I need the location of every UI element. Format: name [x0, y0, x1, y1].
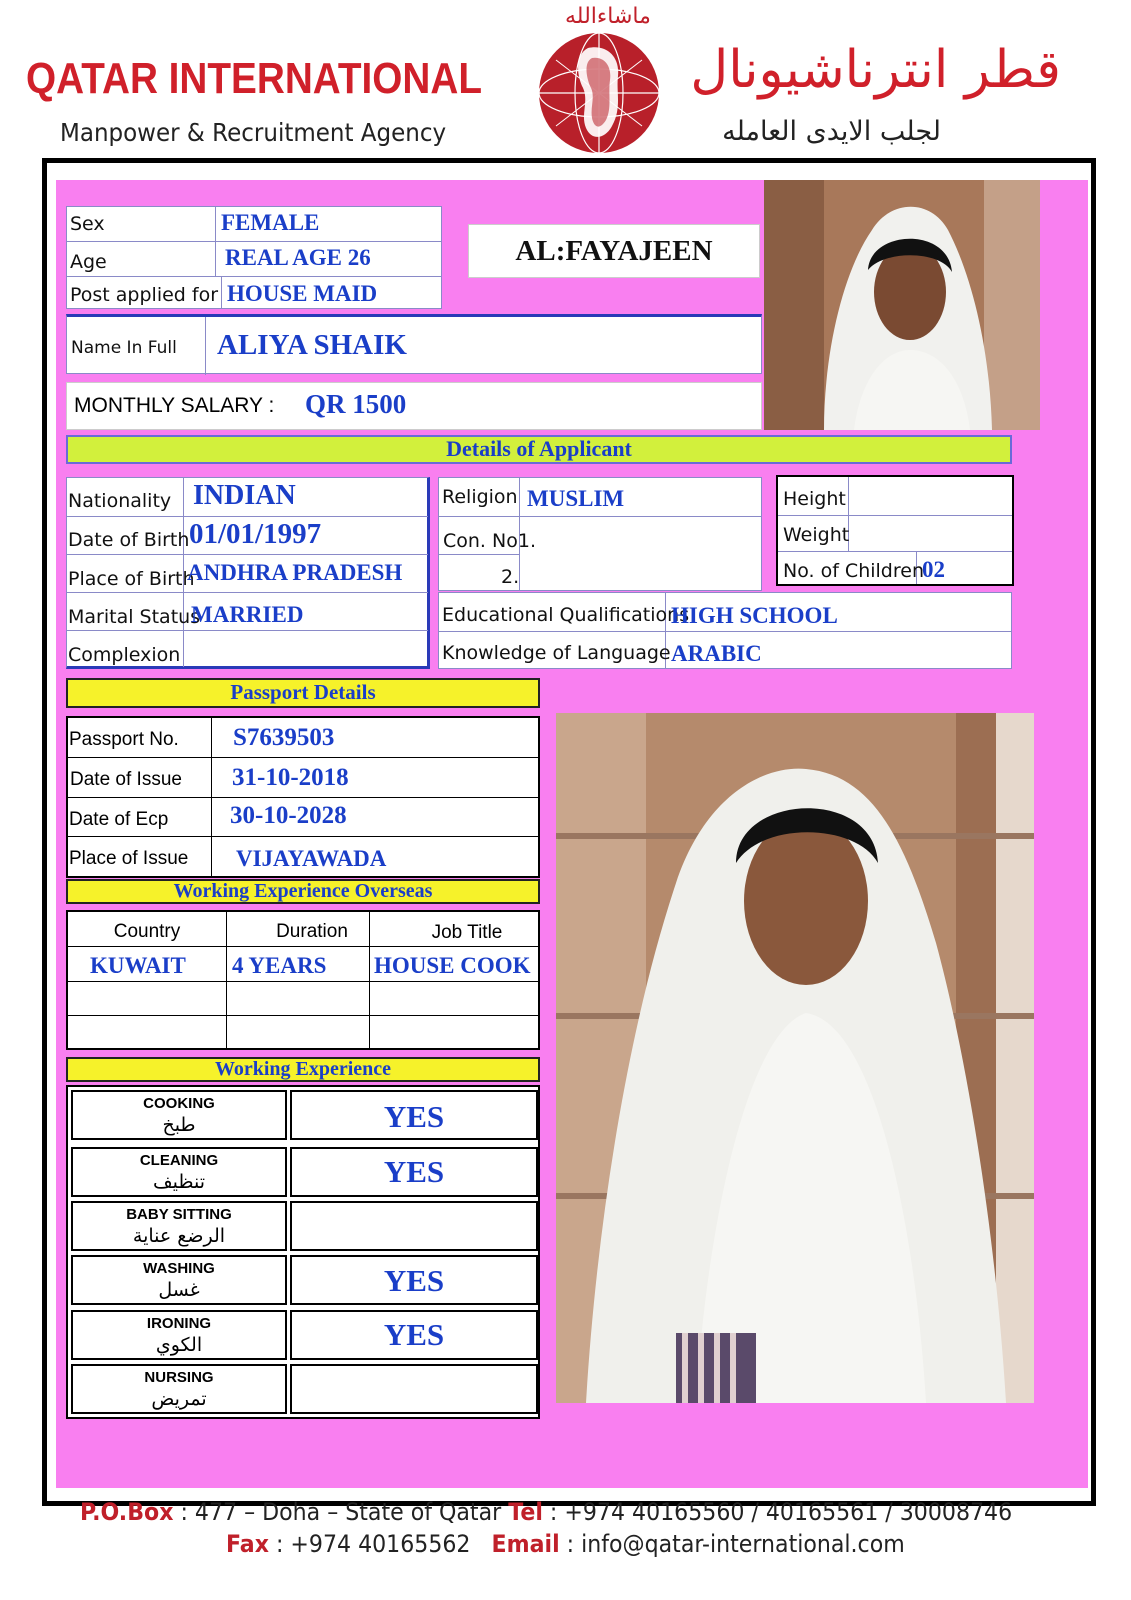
nationality-value: INDIAN — [193, 480, 296, 511]
con2-label: 2. — [501, 566, 520, 588]
skill-value-cell — [290, 1310, 538, 1360]
complexion-label: Complexion — [68, 644, 181, 666]
personal-details-box — [66, 477, 430, 669]
issue-place: VIJAYAWADA — [236, 846, 387, 871]
details-header: Details of Applicant — [66, 435, 1012, 464]
skill-cell — [71, 1201, 287, 1251]
con1-label: Con. No1. — [443, 530, 536, 552]
footer-contact — [226, 1530, 905, 1558]
email-value[interactable]: : info@qatar-international.com — [559, 1530, 905, 1558]
skill-cell — [71, 1147, 287, 1197]
pobox-label: P.O.Box — [80, 1498, 174, 1526]
skill-name: BABY SITTING — [126, 1206, 232, 1223]
col-duration: Duration — [276, 921, 348, 942]
religion-value: MUSLIM — [527, 486, 625, 511]
skill-cell — [71, 1255, 287, 1305]
height-label: Height — [783, 488, 846, 510]
fax-label: Fax — [226, 1530, 269, 1558]
children-value: 02 — [922, 557, 945, 582]
passport-table — [66, 716, 540, 878]
mashallah-text: ماشاءالله — [565, 4, 651, 29]
skill-name-arabic: الكوي — [155, 1334, 203, 1356]
footer-address — [80, 1498, 1012, 1526]
marital-label: Marital Status — [68, 606, 201, 628]
issue-date: 31-10-2018 — [232, 764, 349, 791]
fax-value: : +974 40165562 — [268, 1530, 471, 1558]
skill-name: NURSING — [144, 1369, 214, 1386]
email-label: Email — [491, 1530, 560, 1558]
skill-value: YES — [383, 1099, 445, 1134]
skill-cell — [71, 1310, 287, 1360]
expiry-date: 30-10-2028 — [230, 802, 347, 829]
brand-subtitle-arabic: لجلب الايدى العامله — [722, 116, 941, 147]
pob-value: ANDHRA PRADESH — [187, 560, 403, 585]
passport-no: S7639503 — [233, 724, 335, 751]
applicant-photo-small — [764, 180, 1040, 430]
skill-name: WASHING — [143, 1260, 215, 1277]
skill-value: YES — [383, 1154, 445, 1189]
pob-label: Place of Birth — [68, 568, 195, 590]
language-value: ARABIC — [671, 641, 762, 666]
nationality-label: Nationality — [68, 490, 172, 512]
issue-place-label: Place of Issue — [69, 848, 189, 869]
age-value: REAL AGE 26 — [225, 245, 371, 270]
children-label: No. of Children — [783, 560, 924, 582]
skill-name-arabic: طبخ — [162, 1114, 196, 1136]
full-name: ALIYA SHAIK — [217, 329, 407, 361]
skill-name: CLEANING — [139, 1152, 219, 1169]
skill-value-cell — [290, 1147, 538, 1197]
salary-box — [66, 382, 762, 430]
overseas-header: Working Experience Overseas — [66, 879, 540, 904]
tel-value: : +974 40165560 / 40165561 / 30008746 — [542, 1498, 1013, 1526]
marital-value: MARRIED — [191, 602, 304, 627]
passport-header: Passport Details — [66, 678, 540, 708]
education-value: HIGH SCHOOL — [671, 603, 838, 628]
sex-value: FEMALE — [221, 210, 320, 235]
skills-table — [66, 1085, 540, 1419]
skill-name-arabic: تنظيف — [152, 1171, 205, 1193]
dob-label: Date of Birth — [68, 529, 190, 551]
skill-value-cell — [290, 1201, 538, 1251]
experience-header: Working Experience — [66, 1057, 540, 1082]
skill-name: IRONING — [146, 1315, 212, 1332]
body-details-box — [776, 475, 1014, 586]
name-box — [66, 314, 762, 374]
dob-value: 01/01/1997 — [189, 518, 322, 550]
brand-name: QATAR INTERNATIONAL — [26, 54, 482, 103]
education-label: Educational Qualifications — [442, 604, 690, 626]
skill-value: YES — [383, 1317, 445, 1352]
brand-name-arabic: قطر انترناشيونال — [690, 40, 1061, 100]
sex-label: Sex — [70, 213, 105, 235]
religion-label: Religion — [442, 486, 518, 508]
skill-value-cell — [290, 1090, 538, 1140]
brand-subtitle: Manpower & Recruitment Agency — [60, 118, 447, 147]
name-label: Name In Full — [71, 338, 177, 358]
salary-label: MONTHLY SALARY : — [74, 394, 275, 417]
skill-value-cell — [290, 1364, 538, 1414]
language-label: Knowledge of Language — [442, 642, 671, 664]
row1-duration: 4 YEARS — [232, 953, 327, 978]
skill-name: COOKING — [143, 1095, 215, 1112]
education-box — [438, 592, 1012, 669]
skill-cell — [71, 1364, 287, 1414]
pobox-value: : 477 – Doha – State of Qatar — [173, 1498, 502, 1526]
office-name: AL:FAYAJEEN — [515, 235, 713, 267]
overseas-table — [66, 910, 540, 1050]
globe-logo-icon — [536, 30, 662, 156]
religion-box — [438, 477, 762, 591]
issue-date-label: Date of Issue — [70, 769, 182, 790]
expiry-date-label: Date of Ecp — [69, 809, 169, 830]
weight-label: Weight — [783, 524, 850, 546]
applicant-photo-large — [556, 713, 1034, 1403]
basic-info-box — [66, 206, 442, 309]
row1-job-title: HOUSE COOK — [374, 953, 531, 978]
row1-country: KUWAIT — [90, 953, 186, 978]
col-country: Country — [113, 921, 181, 942]
skill-cell — [71, 1090, 287, 1140]
passport-no-label: Passport No. — [69, 729, 179, 750]
skill-name-arabic: الرضع عناية — [132, 1225, 226, 1247]
skill-name-arabic: غسل — [158, 1279, 200, 1301]
office-box — [468, 224, 760, 278]
col-job-title: Job Title — [431, 922, 503, 943]
skill-value-cell — [290, 1255, 538, 1305]
skill-name-arabic: تمريض — [151, 1388, 207, 1410]
post-value: HOUSE MAID — [227, 281, 378, 306]
tel-label: Tel — [508, 1498, 543, 1526]
skill-value: YES — [383, 1263, 445, 1298]
age-label: Age — [70, 251, 107, 273]
salary-value: QR 1500 — [305, 389, 407, 419]
post-label: Post applied for — [70, 284, 219, 306]
